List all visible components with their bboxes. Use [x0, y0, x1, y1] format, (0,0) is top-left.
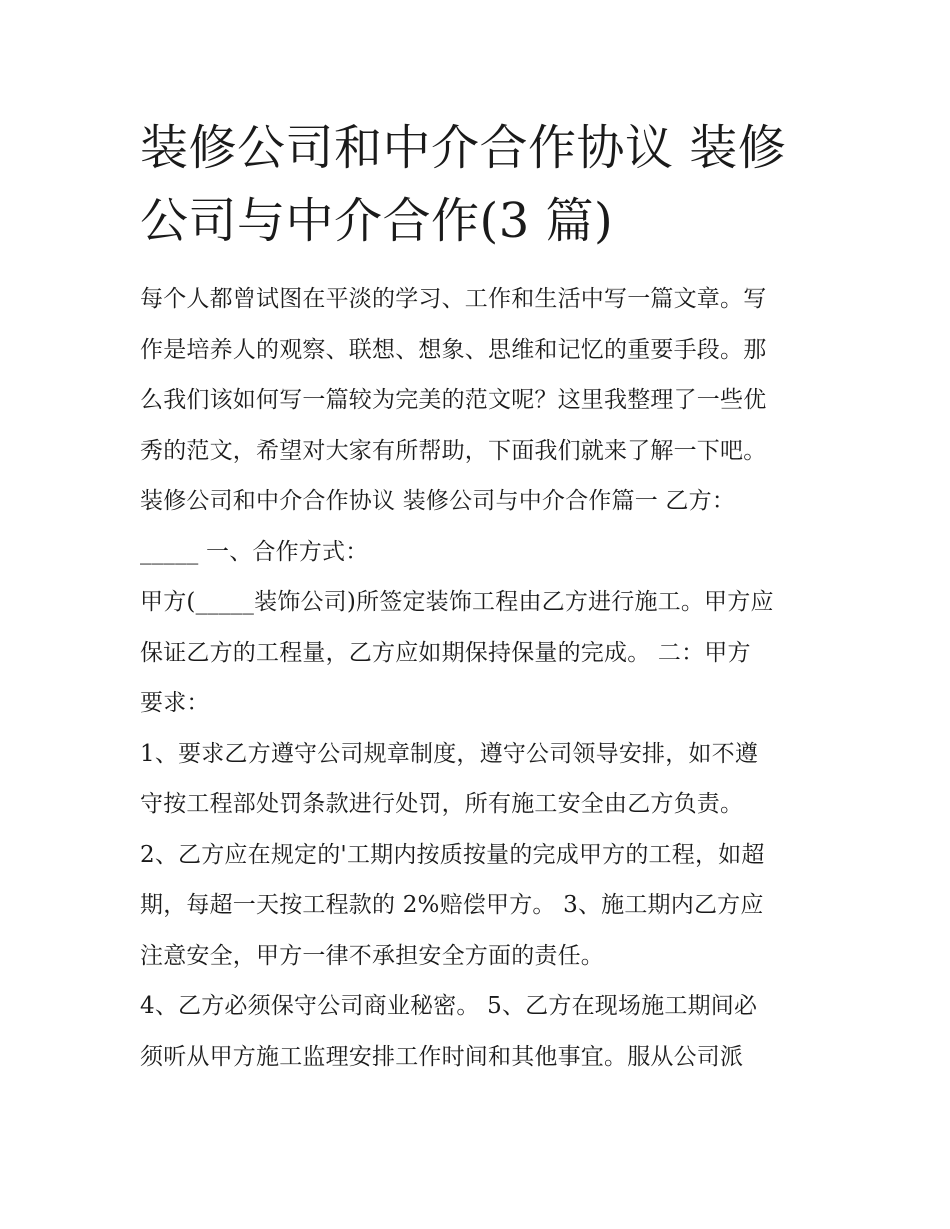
text-line: 注意安全，甲方一律不承担安全方面的责任。 [140, 942, 604, 969]
text-line: 4、乙方必须保守公司商业秘密。 5、乙方在现场施工期间必 [140, 993, 758, 1019]
text-line: 1、要求乙方遵守公司规章制度，遵守公司领导安排，如不遵 [140, 740, 759, 767]
text-line: 保证乙方的工程量，乙方应如期保持保量的完成。 二：甲方 [140, 639, 751, 666]
text-line: 要求： [140, 690, 210, 716]
text-line: 2、乙方应在规定的'工期内按质按量的完成甲方的工程，如超 [140, 841, 765, 868]
text-line: 秀的范文，希望对大家有所帮助，下面我们就来了解一下吧。 [140, 437, 767, 464]
text-line: 每个人都曾试图在平淡的学习、工作和生活中写一篇文章。写 [140, 286, 767, 312]
document-page [140, 112, 815, 1082]
text-line: 守按工程部处罚条款进行处罚，所有施工安全由乙方负责。 [140, 791, 744, 817]
text-line: 须听从甲方施工监理安排工作时间和其他事宜。服从公司派 [140, 1043, 744, 1070]
text-line: _____ 一、合作方式： [140, 538, 369, 565]
document-title [140, 112, 815, 258]
paragraph-heading-cooperation [140, 476, 815, 577]
text-line: 期，每超一天按工程款的 2%赔偿甲方。 3、施工期内乙方应 [140, 892, 764, 918]
title-line-2: 公司与中介合作(3 篇) [140, 193, 614, 249]
paragraph-clause-2-3 [140, 830, 815, 982]
document-body [140, 274, 815, 1082]
text-line: 么我们该如何写一篇较为完美的范文呢？这里我整理了一些优 [140, 387, 767, 413]
paragraph-party-a [140, 577, 815, 729]
paragraph-clause-1 [140, 729, 815, 830]
paragraph-clause-4-5 [140, 981, 815, 1082]
text-line: 装修公司和中介合作协议 装修公司与中介合作篇一 乙方： [140, 488, 736, 514]
title-line-1: 装修公司和中介合作协议 装修 [140, 120, 787, 176]
text-line: 甲方(_____装饰公司)所签定装饰工程由乙方进行施工。甲方应 [140, 589, 774, 615]
paragraph-intro [140, 274, 815, 476]
text-line: 作是培养人的观察、联想、想象、思维和记忆的重要手段。那 [140, 336, 767, 363]
